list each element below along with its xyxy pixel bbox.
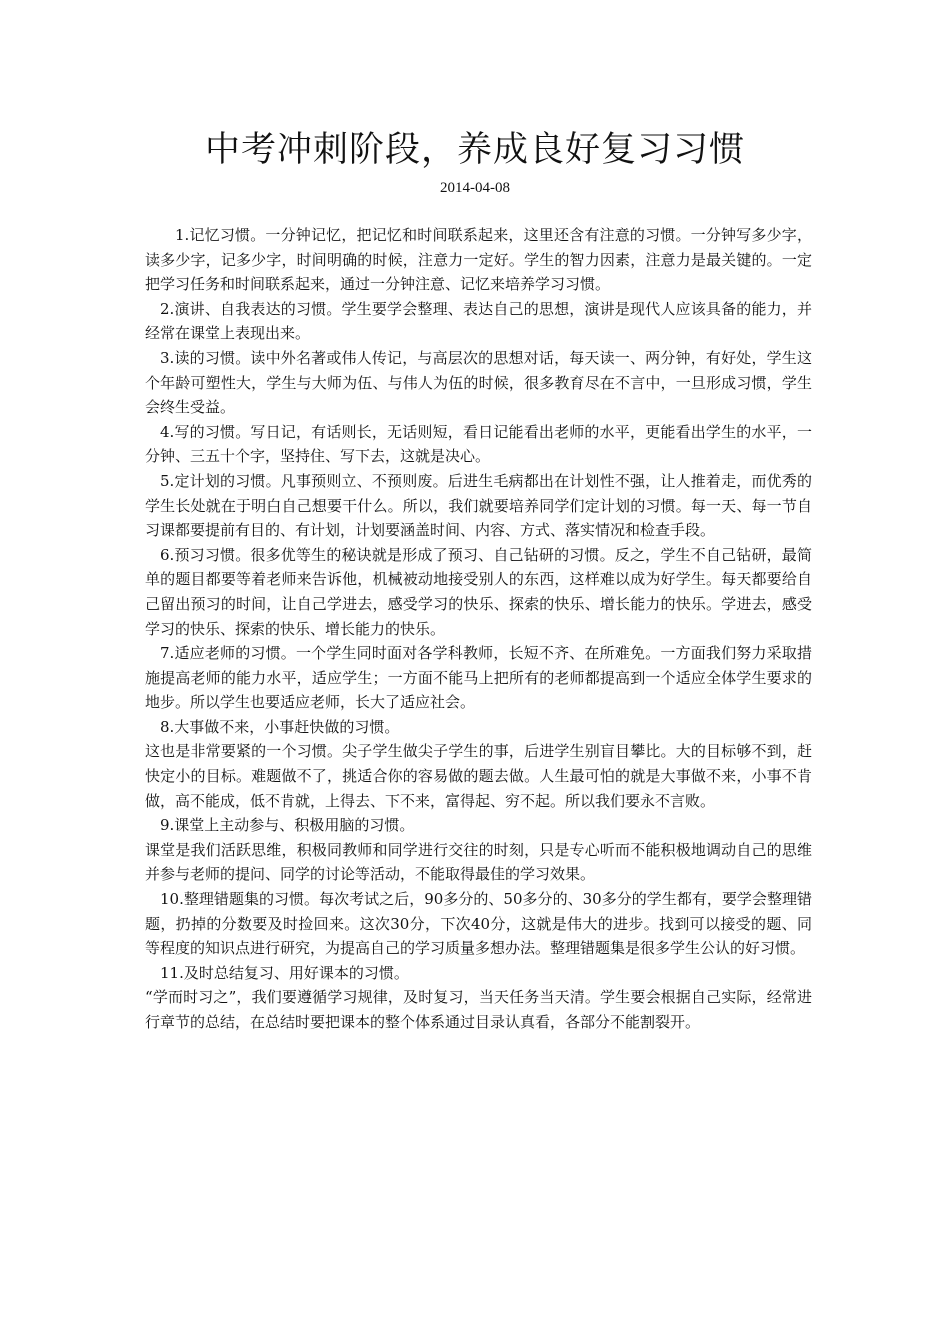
paragraph-adapt-teacher-habit: 7.适应老师的习惯。一个学生同时面对各学科教师，长短不齐、在所难免。一方面我们努力采取措施提高老师的能力水平，适应学生；一方面不能马上把所有的老师都提高到一个适应全体学生要求的地步。所以学生也要适应老师，长大了适应社会。	[145, 644, 812, 712]
paragraph-memory-habit: 1.记忆习惯。一分钟记忆，把记忆和时间联系起来，这里还含有注意的习惯。一分钟写多少字，读多少字，记多少字，时间明确的时候，注意力一定好。学生的智力因素，注意力是最关键的。一定把学习任务和时间联系起来，通过一分钟注意、记忆来培养学习习惯。	[145, 226, 812, 294]
paragraph-preview-habit: 6.预习习惯。很多优等生的秘诀就是形成了预习、自己钻研的习惯。反之，学生不自己钻研，最简单的题目都要等着老师来告诉他，机械被动地接受别人的东西，这样难以成为好学生。每天都要给自己留出预习的时间，让自己学进去，感受学习的快乐、探索的快乐、增长能力的快乐。学进去，感受学习的快乐、探索的快乐、增长能力的快乐。	[145, 545, 812, 638]
paragraph-planning-habit: 5.定计划的习惯。凡事预则立、不预则废。后进生毛病都出在计划性不强，让人推着走，而优秀的学生长处就在于明白自己想要干什么。所以，我们就要培养同学们定计划的习惯。每一天、每一节自习课都要提前有目的、有计划，计划要涵盖时间、内容、方式、落实情况和检查手段。	[145, 471, 812, 540]
paragraph-small-things-body: 这也是非常要紧的一个习惯。尖子学生做尖子学生的事，后进学生别盲目攀比。大的目标够不到，赶快定小的目标。难题做不了，挑适合你的容易做的题去做。人生最可怕的就是大事做不来，小事不肯做，高不能成，低不肯就，上得去、下不来，富得起、穷不起。所以我们要永不言败。	[145, 742, 812, 810]
paragraph-class-participation-body: 课堂是我们活跃思维，积极同教师和同学进行交往的时刻，只是专心听而不能积极地调动自己的思维并参与老师的提问、同学的讨论等活动，不能取得最佳的学习效果。	[145, 840, 812, 884]
paragraph-writing-habit: 4.写的习惯。写日记，有话则长，无话则短，看日记能看出老师的水平，更能看出学生的水平，一分钟、三五十个字，坚持住、写下去，这就是决心。	[145, 422, 812, 466]
paragraph-error-collection-habit: 10.整理错题集的习惯。每次考试之后，90多分的、50多分的、30多分的学生都有，要学会整理错题，扔掉的分数要及时捡回来。这次30分，下次40分，这就是伟大的进步。找到可以接受的题、同等程度的知识点进行研究，为提高自己的学习质量多想办法。整理错题集是很多学生公认的好习惯。	[145, 890, 812, 958]
document-body	[145, 223, 812, 1035]
paragraph-class-participation-heading: 9.课堂上主动参与、积极用脑的习惯。	[160, 816, 415, 835]
paragraph-speech-habit: 2.演讲、自我表达的习惯。学生要学会整理、表达自己的思想，演讲是现代人应该具备的能力，并经常在课堂上表现出来。	[145, 299, 812, 343]
document-date: 2014-04-08	[440, 180, 510, 196]
paragraph-review-body: “学而时习之”，我们要遵循学习规律，及时复习，当天任务当天清。学生要会根据自己实际，经常进行章节的总结，在总结时要把课本的整个体系通过目录认真看，各部分不能割裂开。	[145, 988, 812, 1031]
document-title: 中考冲刺阶段，养成良好复习习惯	[204, 130, 745, 170]
paragraph-reading-habit: 3.读的习惯。读中外名著或伟人传记，与高层次的思想对话，每天读一、两分钟，有好处，学生这个年龄可塑性大，学生与大师为伍、与伟人为伍的时候，很多教育尽在不言中，一旦形成习惯，学生会终生受益。	[145, 348, 812, 417]
paragraph-small-things-heading: 8.大事做不来，小事赶快做的习惯。	[160, 717, 400, 736]
paragraph-review-heading: 11.及时总结复习、用好课本的习惯。	[160, 963, 409, 982]
